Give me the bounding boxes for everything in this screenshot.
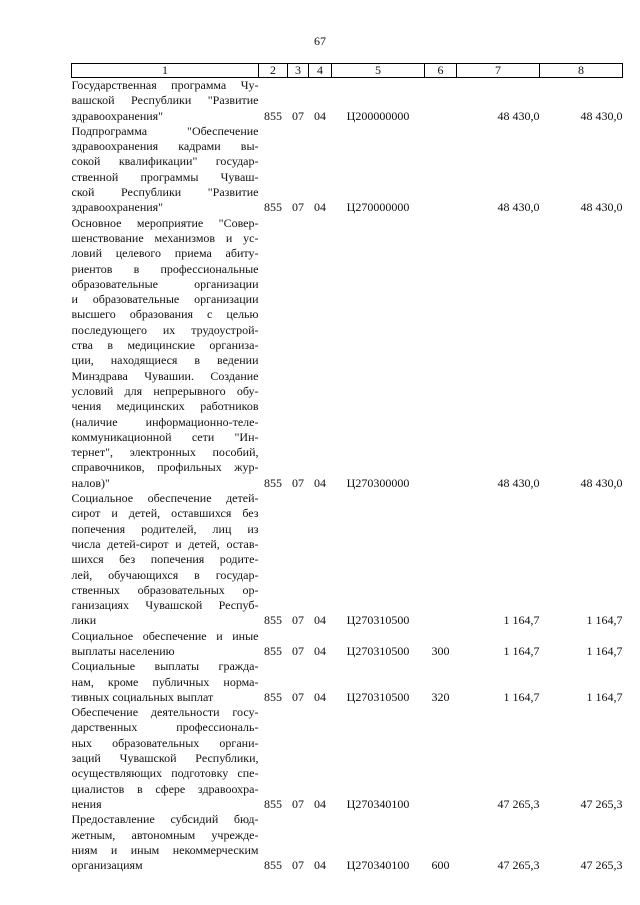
row-name-line: ганизациях Чувашской Респуб- (71, 598, 259, 613)
row-subsection-code: 04 (314, 108, 326, 123)
row-name-line: последующего их трудоустрой- (71, 322, 259, 337)
header-col-1: 1 (72, 64, 259, 78)
table-body (72, 78, 623, 874)
row-amount-1: 1 164,7 (503, 689, 540, 704)
row-expense-type-code: 300 (431, 643, 450, 658)
row-name-line: дарственных профессиональ- (71, 720, 259, 735)
row-name-cell (72, 812, 259, 873)
row-amount-1: 48 430,0 (497, 108, 540, 123)
row-amount-2: 47 265,3 (580, 858, 623, 873)
row-name-cell (72, 491, 259, 629)
row-name-line: Социальное обеспечение детей- (71, 491, 259, 506)
row-chapter-code: 855 (264, 475, 282, 490)
row-section-code: 07 (292, 689, 304, 704)
row-amount-2: 48 430,0 (580, 200, 623, 215)
row-name-line: ской Республики "Развитие (71, 185, 259, 200)
row-name-line: Обеспечение деятельности госу- (71, 705, 259, 720)
row-name-line: высшего образования с целью (71, 307, 259, 322)
row-name-line: Государственная программа Чу- (71, 78, 259, 92)
budget-table (71, 63, 623, 873)
row-chapter-code: 855 (264, 200, 282, 215)
row-name-line: организациям (71, 858, 143, 873)
row-name-line: ственных образовательных ор- (71, 582, 259, 597)
row-name-line: вашской Республики "Развитие (71, 93, 259, 108)
row-amount-2: 1 164,7 (586, 643, 623, 658)
row-target-code: Ц270310500 (346, 643, 410, 658)
row-target-code: Ц270310500 (346, 613, 410, 628)
row-subsection-code: 04 (314, 613, 326, 628)
row-amount-1: 48 430,0 (497, 200, 540, 215)
table-row (72, 491, 623, 629)
row-name-line: ниям и иным некоммерческим (71, 842, 259, 857)
row-name-line: шихся без попечения родите- (71, 552, 259, 567)
row-target-code: Ц270310500 (346, 689, 410, 704)
row-amount-1: 48 430,0 (497, 475, 540, 490)
row-name-cell (72, 629, 259, 660)
row-name-line: ства в медицинские организа- (71, 338, 259, 353)
row-name-line: лики (71, 613, 97, 628)
row-name-line: здравоохранения кадрами вы- (71, 139, 259, 154)
row-name-cell (72, 705, 259, 812)
row-name-cell (72, 659, 259, 705)
table-row (72, 659, 623, 705)
row-expense-type-code (425, 216, 457, 491)
row-name-line: Предоставление субсидий бюд- (71, 812, 259, 827)
row-name-line: ловий целевого приема абиту- (71, 246, 259, 261)
row-chapter-code: 855 (264, 643, 282, 658)
row-name-line: сокой квалификации" государ- (71, 154, 259, 169)
row-name-line: числа детей-сирот и детей, остав- (71, 536, 259, 551)
row-name-line: заций Чувашской Республики, (71, 751, 259, 766)
row-amount-2: 1 164,7 (586, 613, 623, 628)
row-name-line: справочников, профильных жур- (71, 460, 259, 475)
row-chapter-code: 855 (264, 858, 282, 873)
row-target-code: Ц270300000 (346, 475, 410, 490)
row-amount-1: 1 164,7 (503, 643, 540, 658)
row-expense-type-code: 320 (431, 689, 450, 704)
row-section-code: 07 (292, 108, 304, 123)
row-name-line: образовательные организации (71, 276, 259, 291)
row-name-line: осуществляющих подготовку спе- (71, 766, 259, 781)
table-row (72, 812, 623, 873)
row-subsection-code: 04 (314, 475, 326, 490)
row-subsection-code: 04 (314, 643, 326, 658)
row-name-line: лей, обучающихся в государ- (71, 567, 259, 582)
row-amount-2: 1 164,7 (586, 689, 623, 704)
header-col-5: 5 (332, 64, 425, 78)
row-name-line: выплаты населению (71, 643, 175, 658)
table-row (72, 629, 623, 660)
row-expense-type-code: 600 (431, 858, 450, 873)
row-name-line: Основное мероприятие "Совер- (71, 215, 259, 230)
row-name-line: условий для непрерывного обу- (71, 383, 259, 398)
row-name-line: попечения родителей, лиц из (71, 521, 259, 536)
row-name-line: налов)" (71, 475, 110, 490)
row-name-cell (72, 78, 259, 124)
row-name-line: тивных социальных выплат (71, 689, 214, 704)
row-name-line: (наличие информационно-теле- (71, 414, 259, 429)
row-section-code: 07 (292, 613, 304, 628)
row-amount-2: 48 430,0 (580, 475, 623, 490)
row-name-line: нам, кроме публичных норма- (71, 674, 259, 689)
row-expense-type-code (425, 78, 457, 124)
row-section-code: 07 (292, 200, 304, 215)
row-name-line: коммуникационной сети "Ин- (71, 429, 259, 444)
row-name-line: риентов в профессиональные (71, 261, 259, 276)
row-name-line: ции, находящиеся в ведении (71, 353, 259, 368)
row-name-line: Социальное обеспечение и иные (71, 628, 259, 643)
row-name-line: Социальные выплаты гражда- (71, 659, 259, 674)
row-amount-2: 48 430,0 (580, 108, 623, 123)
row-amount-1: 1 164,7 (503, 613, 540, 628)
row-expense-type-code (425, 491, 457, 629)
row-name-line: Минздрава Чувашии. Создание (71, 368, 259, 383)
row-name-cell (72, 216, 259, 491)
row-chapter-code: 855 (264, 796, 282, 811)
row-expense-type-code (425, 705, 457, 812)
row-chapter-code: 855 (264, 108, 282, 123)
row-target-code: Ц270340100 (346, 796, 410, 811)
row-name-line: ственной программы Чуваш- (71, 169, 259, 184)
row-name-line: сирот и детей, оставшихся без (71, 506, 259, 521)
header-col-8: 8 (540, 64, 623, 78)
row-section-code: 07 (292, 643, 304, 658)
row-amount-2: 47 265,3 (580, 796, 623, 811)
row-subsection-code: 04 (314, 689, 326, 704)
row-chapter-code: 855 (264, 613, 282, 628)
row-subsection-code: 04 (314, 200, 326, 215)
row-amount-1: 47 265,3 (497, 796, 540, 811)
row-name-line: чения медицинских работников (71, 399, 259, 414)
row-name-cell (72, 124, 259, 216)
row-name-line: Подпрограмма "Обеспечение (71, 123, 259, 138)
row-amount-1: 47 265,3 (497, 858, 540, 873)
table-row (72, 124, 623, 216)
row-name-line: здравоохранения" (71, 108, 164, 123)
row-name-line: жетным, автономным учрежде- (71, 827, 259, 842)
row-name-line: здравоохранения" (71, 200, 164, 215)
row-section-code: 07 (292, 475, 304, 490)
row-name-line: ных образовательных органи- (71, 735, 259, 750)
row-name-line: циалистов в сфере здравоохра- (71, 781, 259, 796)
row-target-code: Ц200000000 (346, 108, 410, 123)
header-col-2: 2 (259, 64, 288, 78)
row-section-code: 07 (292, 796, 304, 811)
header-col-4: 4 (309, 64, 332, 78)
table-row (72, 216, 623, 491)
page-number: 67 (314, 34, 326, 48)
row-section-code: 07 (292, 858, 304, 873)
table-row (72, 78, 623, 124)
header-col-7: 7 (457, 64, 540, 78)
row-target-code: Ц270000000 (346, 200, 410, 215)
row-expense-type-code (425, 124, 457, 216)
header-col-6: 6 (425, 64, 457, 78)
row-name-line: шенствование механизмов и ус- (71, 230, 259, 245)
table-row (72, 705, 623, 812)
row-chapter-code: 855 (264, 689, 282, 704)
row-subsection-code: 04 (314, 858, 326, 873)
header-col-3: 3 (288, 64, 309, 78)
table-header (72, 64, 623, 78)
row-name-line: и образовательные организации (71, 292, 259, 307)
row-subsection-code: 04 (314, 796, 326, 811)
row-name-line: тернет", электронных пособий, (71, 445, 259, 460)
row-target-code: Ц270340100 (346, 858, 410, 873)
row-name-line: нения (71, 796, 102, 811)
